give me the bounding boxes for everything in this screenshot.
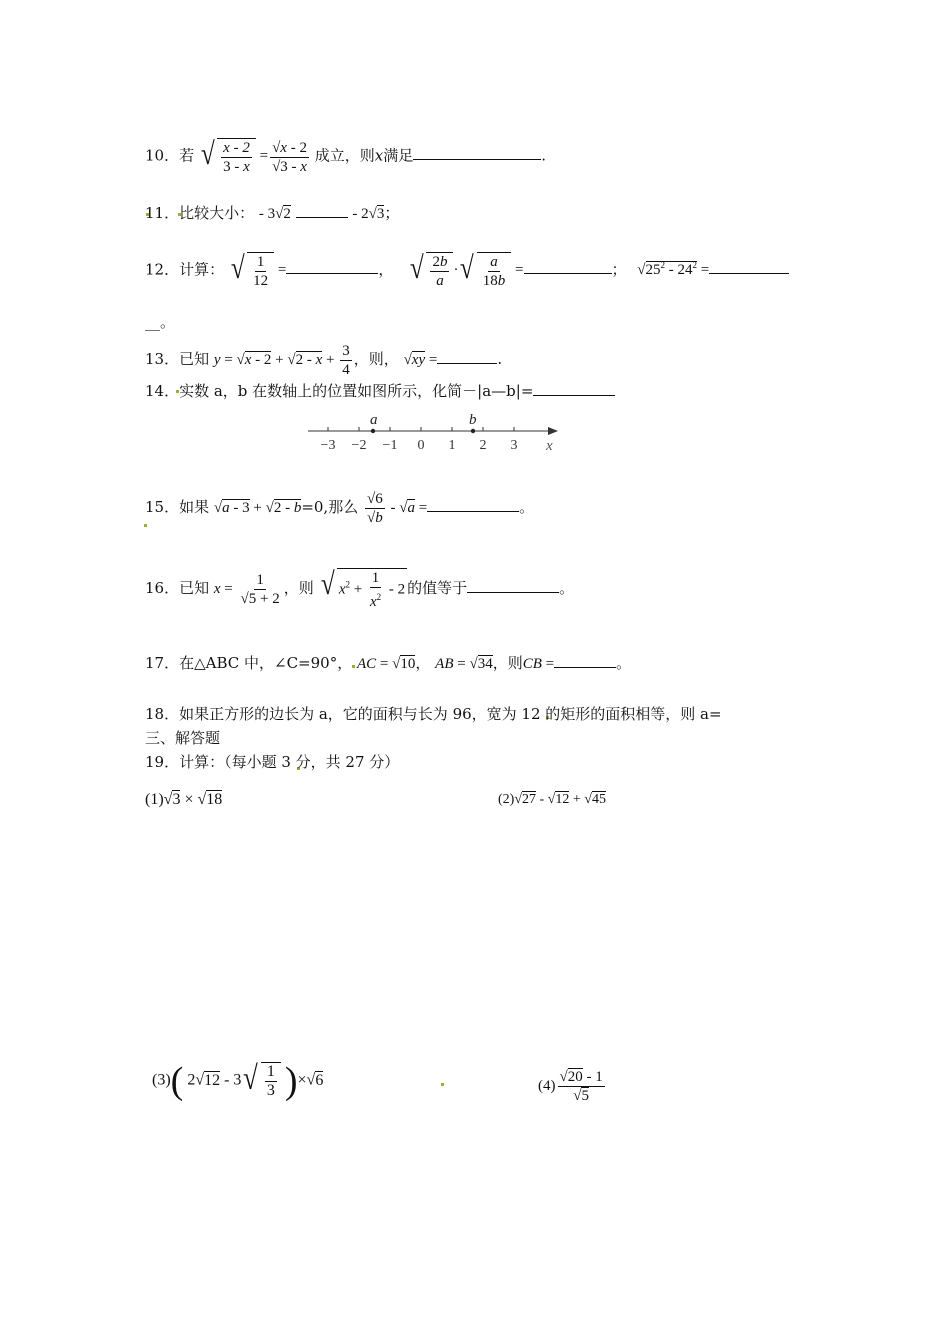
axis-tick-label: 3 <box>510 438 518 453</box>
q13-end: . <box>497 349 503 368</box>
q17-number: 17．在△ABC 中，∠C=90°， <box>145 654 353 672</box>
q17-ab: AB = √34 <box>435 656 493 672</box>
q15-end: 。 <box>519 497 535 516</box>
q12-answer-blank-3[interactable] <box>709 259 789 274</box>
axis-tick-label: −3 <box>320 438 336 453</box>
q11-number: 11．比较大小： <box>145 204 255 222</box>
q19-part-4: (4) $\frac{√20 - 1}{√5}$ <box>538 1069 603 1104</box>
question-12 <box>145 252 789 290</box>
q10-after: 成立，则 <box>314 146 375 165</box>
number-line <box>300 408 570 456</box>
q17-ac: AC = √10 <box>356 656 416 672</box>
q17-end: 。 <box>616 654 632 672</box>
q16-end: 。 <box>559 578 575 597</box>
q13-number: 13．已知 <box>145 349 210 368</box>
q19-part-2: (2)√27 - √12 + √45 <box>498 792 606 807</box>
point-b <box>471 429 475 433</box>
axis-var-label: x <box>546 438 553 454</box>
q11-answer-blank[interactable] <box>296 203 348 218</box>
q13-expr: √xy = <box>403 351 438 368</box>
decor-dot <box>441 1083 444 1086</box>
axis-tick-label: 0 <box>417 438 425 453</box>
q15-answer-blank[interactable] <box>427 497 519 512</box>
question-14 <box>145 381 615 401</box>
question-19 <box>145 752 399 772</box>
q12-continuation <box>145 312 175 332</box>
q12-cont: __。 <box>145 313 176 331</box>
q12-sep2: ； <box>611 260 627 279</box>
axis-tick-label: 2 <box>479 438 487 453</box>
question-15 <box>145 490 534 527</box>
q19-p4-label: (4) <box>538 1077 556 1094</box>
axis-tick-label: −1 <box>382 438 398 453</box>
q15-expr: $\frac{√6}{√b}$ - √a = <box>366 491 428 526</box>
q16-number: 16．已知 <box>145 578 210 597</box>
q17-cb: CB <box>522 656 542 672</box>
q12-expr3: $√25^2 - 24^2$ = <box>637 260 710 279</box>
q15-number: 15．如果 <box>145 497 210 516</box>
q10-answer-blank[interactable] <box>413 145 541 160</box>
q11-end: ； <box>384 204 400 222</box>
q19-text: 19．计算：（每小题 3 分，共 27 分） <box>145 753 400 771</box>
section-3-heading <box>145 728 220 748</box>
q15-mid: =0,那么 <box>301 497 359 516</box>
question-11 <box>145 203 399 224</box>
q14-answer-blank[interactable] <box>533 381 615 396</box>
q19-p3-label: (3) <box>152 1071 171 1089</box>
q14-text: 14．实数 a，b 在数轴上的位置如图所示，化简－|a—b|= <box>145 382 534 400</box>
q12-sep1: ， <box>378 260 394 279</box>
q15-formula: √a - 3 + √2 - b <box>213 499 302 516</box>
question-16 <box>145 568 574 611</box>
q13-formula: y = √x - 2 + √2 - x + $\frac{3}{4}$ <box>213 343 350 378</box>
q19-part-1: (1)√3 × √18 <box>145 791 223 808</box>
q16-expr: √ $x^2$ + $\frac{1}{x^2}$ - 2 <box>320 566 406 610</box>
q17-tail: ，则 <box>492 654 523 672</box>
q19-p1-label: (1) <box>145 791 164 808</box>
q13-answer-blank[interactable] <box>437 349 497 364</box>
question-18 <box>145 704 722 724</box>
q10-number: 10．若 <box>145 146 195 165</box>
q10-tail: 满足 <box>383 146 414 165</box>
q17-answer-blank[interactable] <box>554 653 616 668</box>
point-a <box>371 429 375 433</box>
q12-number: 12．计算： <box>145 260 225 279</box>
q12-answer-blank-2[interactable] <box>524 259 612 274</box>
question-17: 17．在△ABC 中，∠C=90°， AC = √10， AB = √34，则CB = 。 <box>145 654 632 672</box>
q16-formula: x = $\frac{1}{√5 + 2}$ <box>213 572 280 607</box>
axis-tick-label: −2 <box>351 438 367 453</box>
question-13 <box>145 342 502 379</box>
point-a-label: a <box>370 412 378 428</box>
q12-expr2: √ $\frac{2b}{a}$ · √ $\frac{a}{18b}$ = <box>410 250 524 289</box>
point-b-label: b <box>469 412 477 428</box>
q11-left: - 3√2 <box>258 206 291 222</box>
q19-p2-label: (2) <box>498 792 515 807</box>
q18-text: 18．如果正方形的边长为 a，它的面积与长为 96，宽为 12 的矩形的面积相等，则 a= <box>145 705 722 723</box>
q10-formula: √ $\frac{x - 2}{3 - x}$ = $\frac{√x - 2}{√3 - x}$ <box>200 136 307 175</box>
axis-tick-label: 1 <box>448 438 456 453</box>
q19-part-3: (3)( 2√12 - 3 √ $\frac{1}{3}$ )×√6 <box>152 1059 324 1102</box>
section-3-text: 三、解答题 <box>145 729 221 747</box>
q12-expr1: √ $\frac{1}{12}$ = <box>230 250 287 289</box>
q11-right: - 2√3 <box>352 206 385 222</box>
q17-sep: ， <box>415 654 431 672</box>
q13-mid: ，则， <box>353 349 399 368</box>
q12-answer-blank-1[interactable] <box>286 259 378 274</box>
q16-tail: 的值等于 <box>407 578 468 597</box>
q10-end: . <box>541 146 546 165</box>
q16-answer-blank[interactable] <box>467 578 559 593</box>
q16-mid: ，则 <box>283 578 314 597</box>
question-10 <box>145 138 546 176</box>
q10-var: x <box>374 146 384 165</box>
